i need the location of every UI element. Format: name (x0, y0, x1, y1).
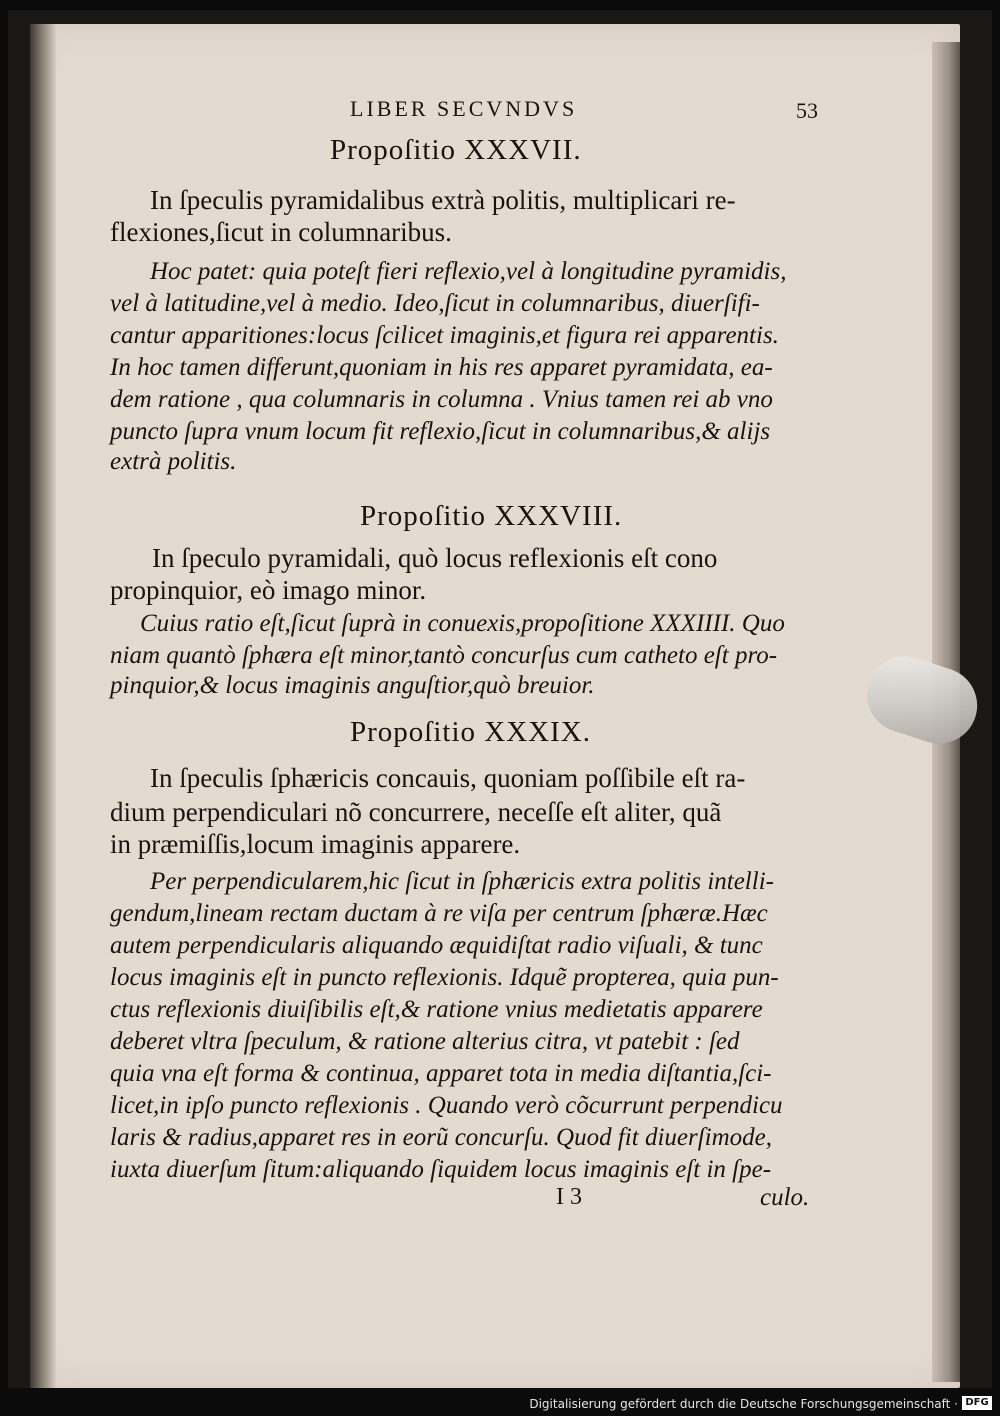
enunciation-line: flexiones,ſicut in columnaribus. (110, 217, 452, 247)
commentary-line: gendum,lineam rectam ductam à re viſa per centrum ſphæræ.Hæc (110, 900, 768, 927)
commentary-line: puncto ſupra vnum locum fit reflexio,ſicut in columnaribus,& alijs (110, 418, 771, 445)
enunciation-line: in præmiſſis,locum imaginis apparere. (110, 829, 521, 859)
proposition-heading: Propoſitio XXXIX. (350, 716, 591, 748)
proposition-heading: Propoſitio XXXVII. (330, 134, 582, 166)
enunciation-line: dium perpendiculari nõ concurrere, neceſſe eſt aliter, quã (110, 797, 722, 827)
commentary-line: licet,in ipſo puncto reflexionis . Quando verò cõcurrunt perpendicu (110, 1092, 783, 1119)
signature-mark: I 3 (556, 1184, 582, 1210)
enunciation-line: In ſpeculis ſphæricis concauis, quoniam poſſibile eſt ra- (150, 763, 746, 793)
page-number: 53 (796, 98, 818, 123)
dfg-logo: DFG (962, 1396, 992, 1410)
commentary-line: quia vna eſt forma & continua, apparet tota in media diſtantia,ſci- (110, 1060, 772, 1087)
commentary-line: deberet vltra ſpeculum, & ratione alterius citra, vt patebit : ſed (110, 1028, 740, 1055)
commentary-line: locus imaginis eſt in puncto reflexionis. Idquẽ propterea, quia pun- (110, 964, 779, 991)
commentary-line: dem ratione , qua columnaris in columna . Vnius tamen rei ab vno (110, 386, 773, 413)
commentary-line: In hoc tamen differunt,quoniam in his res apparet pyramidata, ea- (110, 354, 773, 381)
running-title: LIBER SECVNDVS (350, 96, 578, 121)
commentary-line: iuxta diuerſum ſitum:aliquando ſiquidem locus imaginis eſt in ſpe- (110, 1156, 772, 1183)
commentary-line: Hoc patet: quia poteſt fieri reflexio,vel à longitudine pyramidis, (150, 258, 787, 285)
commentary-line: laris & radius,apparet res in eorũ concurſu. Quod fit diuerſimode, (110, 1124, 773, 1151)
commentary-line: Per perpendicularem,hic ſicut in ſphæricis extra politis intelli- (150, 868, 774, 895)
catchword: culo. (760, 1184, 810, 1211)
commentary-line: autem perpendicularis aliquando æquidiſtat radio viſuali, & tunc (110, 932, 763, 959)
enunciation-line: In ſpeculis pyramidalibus extrà politis, multiplicari re- (150, 185, 736, 215)
proposition-heading: Propoſitio XXXVIII. (360, 500, 623, 532)
enunciation-line: propinquior, eò imago minor. (110, 575, 427, 605)
commentary-line: vel à latitudine,vel à medio. Ideo,ſicut in columnaribus, diuerſifi- (110, 290, 760, 317)
commentary-line: niam quantò ſphæra eſt minor,tantò concurſus cum catheto eſt pro- (110, 642, 778, 669)
digitization-credit: Digitalisierung gefördert durch die Deutsche Forschungsgemeinschaft · (529, 1397, 958, 1411)
commentary-line: pinquior,& locus imaginis anguſtior,quò breuior. (110, 672, 595, 699)
enunciation-line: In ſpeculo pyramidali, quò locus reflexionis eſt cono (152, 543, 718, 573)
commentary-line: ctus reflexionis diuiſibilis eſt,& ratione vnius medietatis apparere (110, 996, 763, 1023)
commentary-line: Cuius ratio eſt,ſicut ſuprà in conuexis,propoſitione XXXIIII. Quo (140, 610, 785, 637)
commentary-line: extrà politis. (110, 448, 237, 475)
commentary-line: cantur apparitiones:locus ſcilicet imaginis,et figura rei apparentis. (110, 322, 779, 349)
page-gutter (30, 24, 56, 1388)
